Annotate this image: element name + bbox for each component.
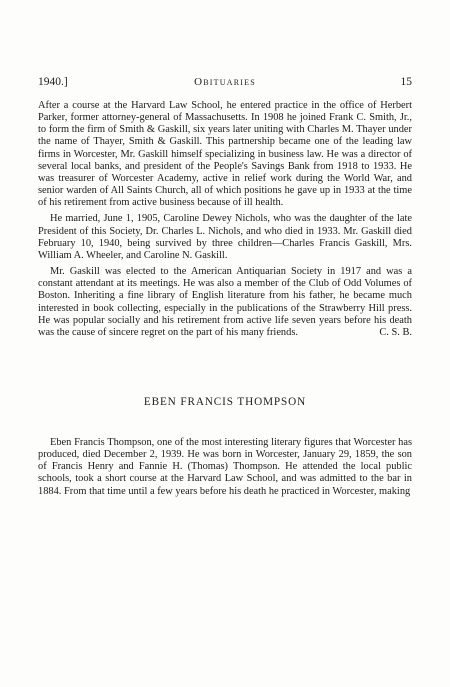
author-signature: C. S. B.: [379, 326, 412, 338]
obituary-gaskill-body: [38, 100, 412, 343]
paragraph-text: Mr. Gaskill was elected to the American Antiquarian Society in 1917 and was a constant attendant at its meetings. He was also a member of the Club of Odd Volumes of Boston. Inheriting a fine library of English literature from his father, he became much interested in book collecting, especially in the publications of the Strawberry Hill press. He was popular socially and his retirement from active life seven years before his death was the cause of sincere regret on the part of his many friends.: [38, 266, 412, 338]
running-head-year: 1940.]: [38, 76, 68, 88]
paragraph-with-signature: [38, 266, 412, 339]
paragraph: He married, June 1, 1905, Caroline Dewey Nichols, who was the daughter of the late President of this Society, Dr. Charles L. Nichols, and who died in 1933. Mr. Gaskill died February 10, 1940, being survived by three children—Charles Francis Gaskill, Mrs. William A. Wheeler, and Caroline N. Gaskill.: [38, 213, 412, 261]
paragraph: After a course at the Harvard Law School, he entered practice in the office of Herbert Parker, former attorney-general of Massachusetts. In 1908 he joined Frank C. Smith, Jr., to form the firm of Smith & Gaskill, six years later uniting with Charles M. Thayer under the name of Thayer, Smith & Gaskill. This partnership became one of the leading law firms in Worcester, Mr. Gaskill himself specializing in business law. He was a director of several local banks, and president of the People's Savings Bank from 1918 to 1933. He was treasurer of Worcester Academy, active in relief work during the World War, and senior warden of All Saints Church, all of which positions he gave up in 1933 at the time of his retirement from active business because of ill health.: [38, 100, 412, 209]
paragraph: Eben Francis Thompson, one of the most interesting literary figures that Worcester has produced, died December 2, 1939. He was born in Worcester, January 29, 1859, the son of Francis Henry and Fannie H. (Thomas) Thompson. He attended the local public schools, took a short course at the Harvard Law School, and was admitted to the bar in 1884. From that time until a few years before his death he practiced in Worcester, making: [38, 437, 412, 497]
obituary-thompson-body: [38, 437, 412, 498]
page-number: 15: [400, 76, 412, 88]
running-head-section: Obituaries: [194, 76, 256, 88]
running-head: [38, 74, 412, 90]
article-heading: EBEN FRANCIS THOMPSON: [143, 396, 307, 408]
